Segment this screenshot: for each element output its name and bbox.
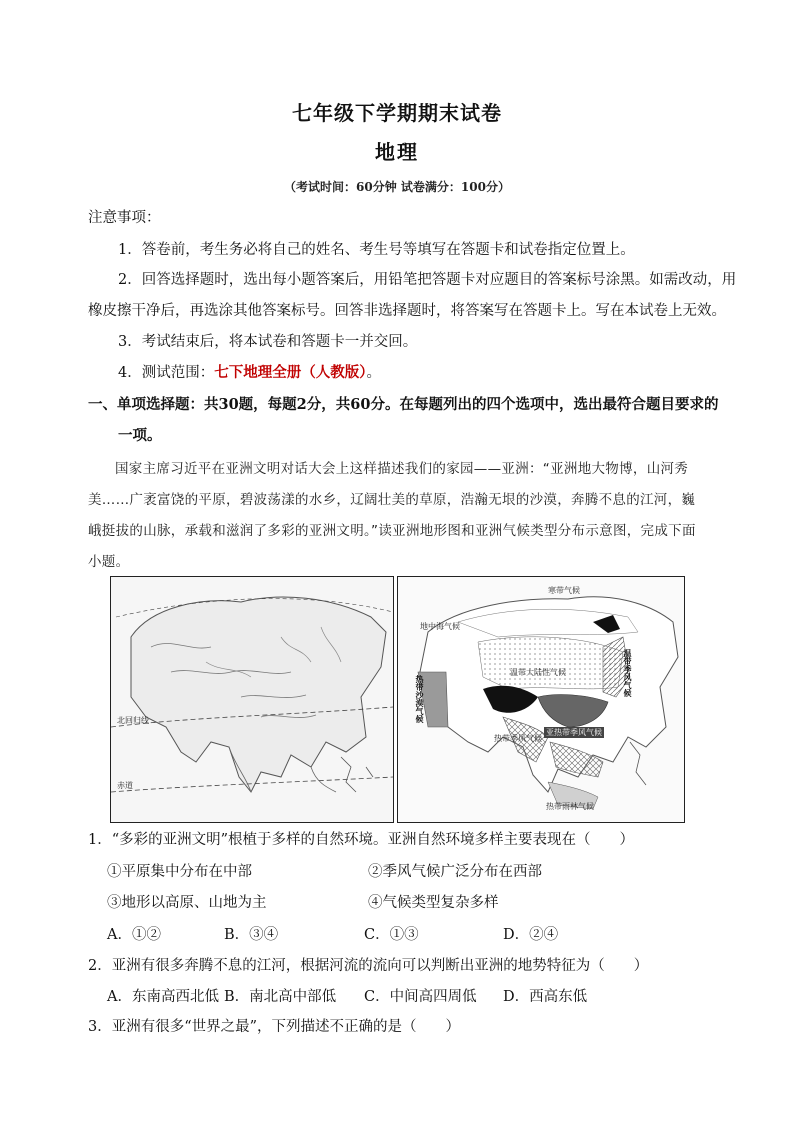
section-heading-line-1: 一、单项选择题：共30题，每题2分，共60分。在每题列出的四个选项中，选出最符合题目要求的 xyxy=(88,396,719,413)
tropical-desert-climate-label: 热带沙漠气候 xyxy=(415,675,424,723)
question-3-stem: 3．亚洲有很多“世界之最”，下列描述不正确的是（ ） xyxy=(88,1019,461,1035)
question-1-stem: 1．“多彩的亚洲文明”根植于多样的自然环境。亚洲自然环境多样主要表现在（ ） xyxy=(88,832,635,848)
notice-item-4-suffix: 。 xyxy=(366,365,381,381)
question-2-stem: 2．亚洲有很多奔腾不息的江河，根据河流的流向可以判断出亚洲的地势特征为（ ） xyxy=(88,958,649,974)
test-scope: 七下地理全册（人教版） xyxy=(214,364,367,381)
question-1-statement-1: ①平原集中分布在中部 xyxy=(107,864,252,880)
exam-info: （考试时间：60分钟 试卷满分：100分） xyxy=(284,180,510,194)
question-1-option-a[interactable]: A．①② xyxy=(107,927,161,943)
question-1-option-d[interactable]: D．②④ xyxy=(503,927,559,943)
question-2-option-c[interactable]: C．中间高四周低 xyxy=(364,989,477,1005)
section-heading-line-2: 一项。 xyxy=(118,427,162,444)
subtropical-monsoon-climate-label: 亚热带季风气候 xyxy=(546,728,602,737)
question-1-statement-4: ④气候类型复杂多样 xyxy=(368,895,499,911)
exam-title: 七年级下学期期末试卷 xyxy=(292,101,502,125)
asia-climate-map xyxy=(397,576,685,823)
notice-item-2-line-2: 橡皮擦干净后，再选涂其他答案标号。回答非选择题时，将答案写在答题卡上。写在本试卷上无效。 xyxy=(88,303,726,319)
notice-item-2-line-1: 2．回答选择题时，选出每小题答案后，用铅笔把答题卡对应题目的答案标号涂黑。如需改动，用 xyxy=(118,272,737,288)
notice-item-4-prefix: 4．测试范围： xyxy=(118,365,215,381)
notice-heading: 注意事项： xyxy=(88,210,161,226)
question-2-option-b[interactable]: B．南北高中部低 xyxy=(224,989,337,1005)
question-1-option-b[interactable]: B．③④ xyxy=(224,927,279,943)
subarctic-climate-label: 寒带气候 xyxy=(548,586,580,595)
equator-label: 赤道 xyxy=(117,781,133,790)
climate-map-drawing xyxy=(398,577,684,822)
question-2-option-d[interactable]: D．西高东低 xyxy=(503,989,588,1005)
notice-item-1: 1．答卷前，考生务必将自己的姓名、考生号等填写在答题卡和试卷指定位置上。 xyxy=(118,242,635,258)
temperate-continental-climate-label: 温带大陆性气候 xyxy=(510,668,566,677)
tropical-rainforest-climate-label: 热带雨林气候 xyxy=(546,802,594,811)
terrain-map-drawing xyxy=(111,577,393,822)
notice-item-4 xyxy=(118,363,381,383)
question-1-statement-3: ③地形以高原、山地为主 xyxy=(107,895,267,911)
asia-terrain-map xyxy=(110,576,394,823)
exam-subject: 地理 xyxy=(375,140,419,164)
tropic-of-cancer-label: 北回归线 xyxy=(117,716,149,725)
question-1-statement-2: ②季风气候广泛分布在西部 xyxy=(368,864,542,880)
temperate-monsoon-climate-label: 温带季风气候 xyxy=(623,649,632,697)
mediterranean-climate-label: 地中海气候 xyxy=(420,622,460,631)
notice-item-3: 3．考试结束后，将本试卷和答题卡一并交回。 xyxy=(118,334,418,350)
question-1-option-c[interactable]: C．①③ xyxy=(364,927,419,943)
reading-passage: 国家主席习近平在亚洲文明对话大会上这样描述我们的家园——亚洲：“亚洲地大物博，山河秀美……广袤富饶的平原，碧波荡漾的水乡，辽阔壮美的草原，浩瀚无垠的沙漠，奔腾不息的江河，巍峨挺拔的山脉，承载和滋润了多彩的亚洲文明。”读亚洲地形图和亚洲气候类型分布示意图，完成下面小题。 xyxy=(88,461,696,570)
question-2-option-a[interactable]: A．东南高西北低 xyxy=(107,989,219,1005)
tropical-monsoon-climate-label: 热带季风气候 xyxy=(494,734,542,743)
